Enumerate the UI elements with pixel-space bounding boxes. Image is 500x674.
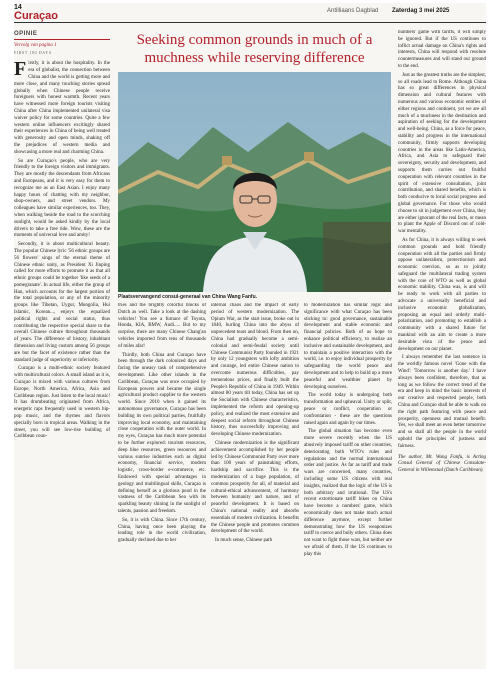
article-column-1 [14,30,110,666]
paragraph: Just as the greatest truths are the simplest, so all roads lead to Rome. Although China has so great differences in physical dimension and cultural features with numerous and various economic entities of either regions and continent, yet we are all much of a muchness in the destination and aspiration of seeking for the development and well-being. China, as a force for peace, stability and progress in the international community, firmly supports developing countries in the areas like Latin-America, Africa, and Asia to safeguard their sovereignty, security and development, and supports them carries out fruitful cooperation with relevant countries in the spirit of extensive consultation, joint contribution, and shared benefits, which is both conducive to local social progress and global governance. For those who would choose to sit in judgement over China, they are either ignorant of the real facts, or mean to plant the Apple of Discord out of cold-war mentality. [398,72,486,235]
author-byline: The author, Mr. Wang Fanfu, is Acting Consul General of Chinese Consulate-General in Willemstad (Dutch Caribbean). [398,454,486,474]
paper-date: Zaterdag 3 mei 2025 [392,8,450,14]
section-title: Curaçao [14,10,59,22]
paragraph: As for China, it is always willing to seek common grounds and hold friendly cooperation with all the parties and firmly oppose unilateralism, protectionism and economic coercion, so as to jointly safeguard the multilateral trading system with the core of WTO as well as global economic stability. China was, is and will be ready to work with all parties to advocate a universally beneficial and inclusive economic globalization, proposing an equal and orderly multi-polarization, and promoting to establish a community with a shared future for mankind with an aim to create a more desirable vista of the peace and development on our planet. [398,237,486,352]
newspaper-page [14,3,486,669]
paragraph: to modernization has similar logic and significance with what Curaçao has been sticking to: good governance, sustainable development and stable economic and financial policies. Both of us hope to enhance political efficiency, to realize an inclusive and sustainable development, and to maintain a positive interaction with the world, i.e. to enjoy individual prosperity by safeguarding the world peace and development and to help to build up a more peaceful and wealthier planet by developing ourselves. [304,303,392,390]
paragraph: Secondly, it is about multicultural beauty. The popular Chinese lyric '56 ethnic groups are 56 flowers' sings of the eternal theme of Chinese ethnic unity, as President Xi Jinping called for more efforts to promote it as that all ethnic groups could be together 'like seeds of a pomegranate'. In actual life, either the group of Han, which accounts for the largest portion of the total population, or any of the minority groups like Tibetan, Uygur, Mongolia, Hui Islamic, Korean..., enjoys the equalized political rights and social status, thus contributing the respective special share to the overall Chinese culture throughout thousands of years. The difference of history, inhabitant dimension and living custom among 56 groups are but the facet of existence rather than the standard judge of superiority or inferiority. [14,242,110,363]
headline: Seeking common grounds in much of a muchness while reserving difference [136,32,373,66]
portrait-photo [118,72,391,292]
photo-illustration [118,72,391,292]
paragraph: The global situation has become even more severe recently when the US abusively imposed tariff on other countries, deteriorating both WTO's rules and regulations and the normal international order and justice. As far as tariff and trade wars are concerned, many countries, including some US citizens with real insights, realized that the logic of the US is both arbitrary and irrational. The US's recent extortionate tariff hikes on China have become a numbers' game, which economically does not make much actual difference anymore, except further demonstrating how the US weaponizes tariff to coerce and bully others. China does not want to fight those wars, but neither are we afraid of them. If the US continues to play this [304,429,392,557]
paragraph: Chinese modernization is the significant achievement accomplished by her people led by Chinese Communist Party over more than 100 years of painstaking efforts, hardship and sacrifice. This is the modernization of a huge population, of common prosperity for all, of material and cultural-ethical advancement, of harmony between humanity and nature, and of peaceful development. It is based on China's national reality and absorbs essentials of modern civilization. It benefits the Chinese people and promotes common development of the world. [211,440,299,535]
paragraph: So are Curaçao's people, who are very friendly to the foreign visitors and immigrants. They are mostly the descendants from Africans and Europeans, and it is very easy for them to recognize me as an East Asian. I enjoy many happy hours of chatting with my neighbor, shop-owners, and street vendors. My colleagues have similar experiences, too. They, when walking beside the road to the scorching sunlight, would be asked kindly by the local drivers to take a free ride. Wow, these are the moments of universal love and amity! [14,158,110,239]
paragraph: Thirdly, both China and Curaçao have been through the dark colonized days and facing the uneasy task of comprehensive development. Like other islands in the Caribbean, Curaçao was once occupied by European powers and became the single agricultural product supplier to the western world. Since 2010 when it gained its autonomous governance, Curaçao has been building its own political parties, fruitfully improving local economy, and maintaining close cooperation with the outer world. In my eyes, Curaçao has much more potential to be further explored: tourism resources, deep blue resources, green resources and various sunrise industries such as digital economy, financial service, modern logistic, cross-border e-commerce, etc. Endowed with special advantages in geology and multilingual skills, Curaçao is defining herself as a glorious pearl in the vastness of the Caribbean Sea with its sparkling beauty shining in the sunlight of talents, passion and freedom. [118,352,206,514]
article-column-5 [398,30,486,666]
paragraph: In much sense, Chinese path [215,538,273,544]
article-column-2 [118,303,206,666]
page-number: 14 [14,4,22,11]
paragraph: Curaçao is a multi-ethnic society featured with multicultural colors. A small island as it is, Curaçao is mixed with various cultures from Europe, North America, Africa, Asia and Caribbean region. Just listen to the local music! It has drumbeating originated from Africa, energetic raps frequently used in western hip-pop music, and the rhymes and flavors specially born in tropical areas. Walking in the street, you will see low-rise building of Caribbean coun- [14,366,110,440]
continued-subtitle: FIRST 180 DAYS [14,49,52,55]
paragraph: internal chaos and the impact of early period of western modernization. The Opium War, as the start issue, broke out in 1840, hurling China into the abyss of unprecedent tears and blood. From then on, China had gradually become a semi-colonial and semi-feudal society until Chinese Communist Party founded in 1921 by only 12 youngsters with lofty ambition and courage, led entire Chinese nation to overcome numerous difficulties, pay tremendous prices, and finally built the People's Republic of China in 1949. Within almost 80 years till today, China has set up the Socialism with Chinese characteristics, implemented the reform and opening-up policy, and realized the most extensive and deepest social reform throughout Chinese history, thus successfully improving and developing Chinese modernization. [211,303,299,438]
paragraph: tries and the brightly colorful blocks of Dutch as well. Take a look at the dashing vehicles! You see a furnace of Toyota, Honda, KIA, BMW, Audi..... But to my surprise, there are many Chinese Chang'an vehicles imported from tens of thousands of miles afar! [118,303,206,349]
paragraph: irstly, it is about the hospitality. In the era of globalist, the connection between China and the world is getting more and more close, and many touching stories spread globally when Chinese people receive foreigners with honest warmth. Recent years have witnessed more foreign tourists visiting China after China implemented unilateral visa waiver policy for some countries. Quite a few western online influencers excitingly shared their experiences in China of being well treated with generosity and open minds, shaking off the prejudices of western media and showcasing a more real and charming China. [14,61,110,155]
opinion-label: OPINIE [14,30,110,40]
paragraph: The world today is undergoing both transformation and upheaval. Unity or split, peace or conflict, cooperation or confrontation - these are the questions raised again and again by our times. [304,393,392,426]
paragraph: I always remember the last sentence in the worldly famous novel 'Gone with the Wind': 'Tomorrow is another day.' I have always been confident, therefore, that as long as we follow the correct trend of the era and keep in mind the basic interests of our creative and respected people, both China and Curaçao shall be able to walk on the right path featuring with peace and prosperity, openness and mutual benefit. Yes, we shall meet an even better tomorrow and so shall all the people in the world uphold the principles of justness and fairness. [398,355,486,449]
article-column-4 [304,303,392,666]
article-column-3 [211,303,299,666]
continued-from: Vervolg van pagina 1 [14,43,57,49]
paper-name: Antilliaans Dagblad [327,8,379,14]
photo-caption: Plaatsvervangend consul-generaal van China Wang Fanfu. [118,294,258,300]
masthead [14,3,486,23]
drop-cap: F [14,58,27,81]
paragraph: numbers' game with tariffs, it will simply be ignored. But if the US continues to inflict actual damage on China's rights and interests, China will respond with resolute countermeasures and will stand our ground to the end. [398,30,486,69]
paragraph: So, it is with China. Since 17th century, China, having once been playing the leading role in the world civilization, gradually declined due to her [118,517,206,544]
